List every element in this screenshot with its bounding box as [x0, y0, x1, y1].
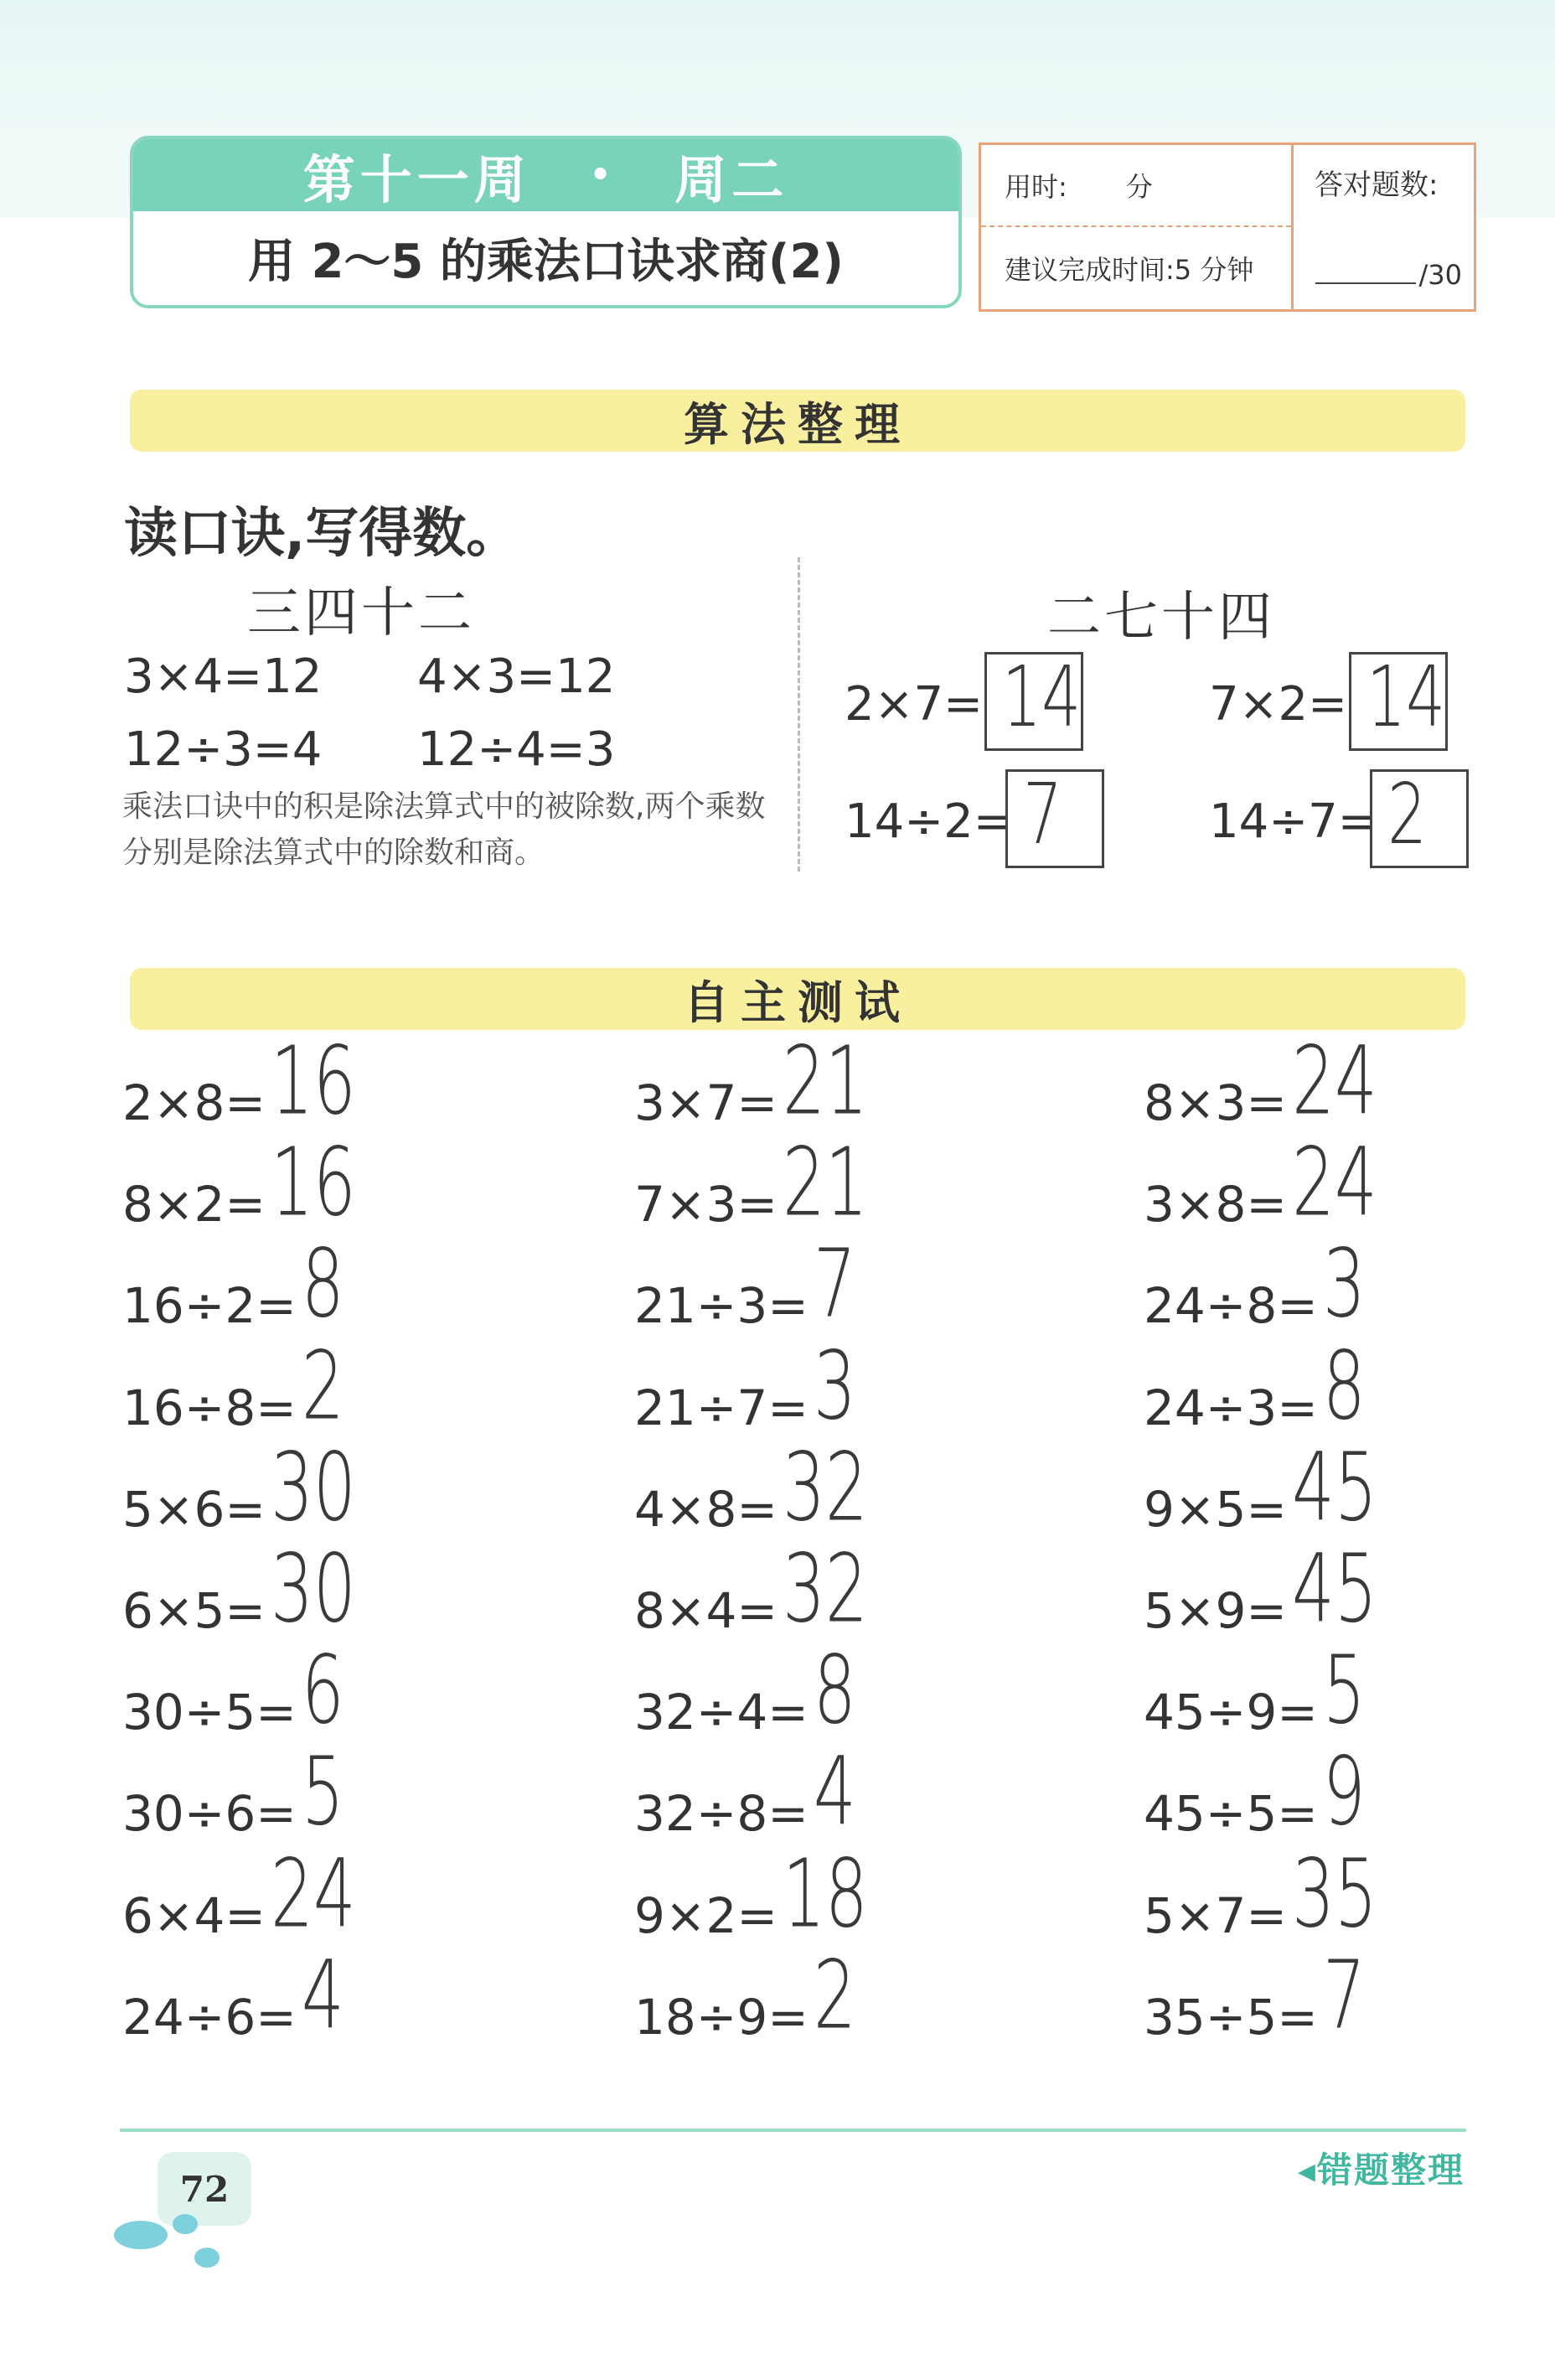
time-unit: 分 — [1125, 171, 1153, 203]
exercise-question: 8×2= — [122, 1176, 266, 1234]
separator-dot: • — [589, 156, 617, 194]
handwritten-answer[interactable]: 8 — [1322, 1331, 1366, 1441]
dashed-divider — [798, 557, 800, 872]
exercise-item — [122, 1331, 344, 1441]
handwritten-answer[interactable]: 5 — [1322, 1635, 1366, 1746]
week-banner — [133, 139, 958, 211]
exercise-item — [122, 1026, 356, 1136]
mnemonic-right: 二七十四 — [1047, 587, 1275, 649]
answer-box[interactable] — [984, 648, 1083, 751]
handwritten-answer[interactable]: 3 — [1322, 1229, 1366, 1339]
exercise-question: 6×4= — [122, 1886, 266, 1944]
exercise-question: 3×8= — [1144, 1176, 1287, 1234]
exercise-item — [634, 1331, 856, 1441]
handwritten-answer[interactable]: 24 — [271, 1839, 356, 1948]
fill-equation: 14÷7= — [1209, 794, 1377, 849]
exercise-question: 32÷4= — [634, 1684, 808, 1741]
handwritten-answer[interactable]: 3 — [813, 1331, 856, 1441]
handwritten-answer[interactable]: 45 — [1292, 1432, 1377, 1542]
exercise-question: 16÷2= — [122, 1277, 297, 1335]
exercise-item — [1144, 1635, 1366, 1746]
instruction: 读口诀,写得数。 — [124, 503, 520, 565]
example-equation: 12÷4=3 — [417, 722, 616, 777]
exercise-item — [1144, 1839, 1377, 1948]
handwritten-answer[interactable]: 16 — [271, 1127, 356, 1238]
exercise-question: 8×4= — [634, 1582, 778, 1639]
handwritten-answer[interactable]: 4 — [301, 1940, 344, 2050]
exercise-question: 21÷7= — [634, 1379, 808, 1436]
exercise-question: 45÷9= — [1144, 1684, 1318, 1741]
answer-box[interactable] — [1370, 765, 1469, 868]
handwritten-answer[interactable]: 18 — [783, 1839, 868, 1948]
exercise-item — [634, 1229, 856, 1339]
exercise-item — [122, 1839, 356, 1948]
exercise-question: 21÷3= — [634, 1277, 808, 1335]
fill-equation: 2×7= — [845, 677, 984, 732]
exercise-item — [634, 1635, 856, 1746]
handwritten-answer[interactable]: 35 — [1292, 1839, 1377, 1948]
handwritten-answer[interactable]: 32 — [783, 1534, 868, 1643]
footer-line — [120, 2129, 1466, 2132]
correct-count-label: 答对题数: — [1315, 168, 1439, 202]
handwritten-answer[interactable]: 21 — [783, 1026, 868, 1136]
exercise-item — [1144, 1127, 1377, 1238]
exercise-item — [1144, 1331, 1366, 1441]
exercise-item — [1144, 1940, 1366, 2050]
exercise-item — [634, 1940, 856, 2050]
handwritten-answer: 14 — [1366, 648, 1446, 747]
exercise-item — [122, 1940, 344, 2050]
exercise-item — [122, 1737, 344, 1847]
handwritten-answer[interactable]: 45 — [1292, 1534, 1377, 1643]
handwritten-answer: 7 — [1023, 765, 1063, 864]
handwritten-answer[interactable]: 21 — [783, 1127, 868, 1238]
mnemonic-left: 三四十二 — [247, 582, 475, 644]
rule-note: 乘法口诀中的积是除法算式中的被除数,两个乘数分别是除法算式中的除数和商。 — [122, 789, 766, 870]
exercise-item — [122, 1127, 356, 1238]
handwritten-answer[interactable]: 8 — [813, 1635, 856, 1746]
handwritten-answer[interactable]: 9 — [1322, 1737, 1366, 1847]
exercise-question: 4×8= — [634, 1480, 778, 1538]
exercise-question: 7×3= — [634, 1176, 778, 1234]
handwritten-answer[interactable]: 32 — [783, 1432, 868, 1542]
exercise-question: 16÷8= — [122, 1379, 297, 1436]
correct-total: /30 — [1418, 259, 1462, 291]
exercise-item — [634, 1534, 868, 1643]
handwritten-answer[interactable]: 2 — [813, 1940, 856, 2050]
exercise-item — [1144, 1737, 1366, 1847]
week-label: 第十一周 — [302, 148, 531, 210]
exercise-question: 24÷3= — [1144, 1379, 1318, 1436]
day-label: 周二 — [674, 148, 789, 210]
exercise-question: 45÷5= — [1144, 1785, 1318, 1843]
handwritten-answer[interactable]: 8 — [301, 1229, 344, 1339]
exercise-question: 6×5= — [122, 1582, 266, 1639]
example-equation: 12÷3=4 — [124, 722, 323, 777]
lesson-header — [130, 136, 962, 308]
exercise-question: 8×3= — [1144, 1074, 1287, 1131]
section-title-algorithm: 算法整理 — [130, 390, 1465, 452]
exercise-item — [122, 1229, 344, 1339]
handwritten-answer[interactable]: 30 — [271, 1534, 356, 1643]
handwritten-answer: 14 — [1002, 648, 1082, 747]
handwritten-answer[interactable]: 6 — [301, 1635, 344, 1746]
exercise-question: 5×6= — [122, 1480, 266, 1538]
answer-box[interactable] — [1349, 648, 1448, 751]
exercise-item — [1144, 1534, 1377, 1643]
handwritten-answer[interactable]: 2 — [301, 1331, 344, 1441]
fish-icon — [194, 2248, 220, 2268]
exercise-question: 30÷5= — [122, 1684, 297, 1741]
handwritten-answer[interactable]: 5 — [301, 1737, 344, 1847]
exercise-question: 32÷8= — [634, 1785, 808, 1843]
exercise-question: 18÷9= — [634, 1988, 808, 2046]
score-blank — [1315, 282, 1416, 284]
handwritten-answer[interactable]: 24 — [1292, 1026, 1377, 1136]
exercise-item — [634, 1026, 868, 1136]
exercise-item — [1144, 1026, 1377, 1136]
fish-icon — [173, 2214, 198, 2234]
exercise-question: 9×5= — [1144, 1480, 1287, 1538]
score-column — [1294, 145, 1474, 309]
time-column — [981, 145, 1294, 309]
fish-icon — [114, 2221, 168, 2249]
handwritten-answer[interactable]: 30 — [271, 1432, 356, 1542]
section-title-self-test: 自主测试 — [130, 968, 1465, 1030]
exercise-item — [122, 1534, 356, 1643]
exercise-question: 9×2= — [634, 1886, 778, 1944]
handwritten-answer: 2 — [1387, 765, 1428, 864]
lesson-title: 用 2～5 的乘法口诀求商(2) — [247, 235, 845, 289]
info-table — [979, 142, 1476, 312]
handwritten-answer[interactable]: 7 — [1322, 1940, 1366, 2050]
exercise-question: 30÷6= — [122, 1785, 297, 1843]
answer-box[interactable] — [1005, 765, 1104, 868]
exercise-item — [122, 1432, 356, 1542]
handwritten-answer[interactable]: 16 — [271, 1026, 356, 1136]
example-equation: 3×4=12 — [124, 649, 323, 704]
time-label: 用时: — [1005, 171, 1067, 203]
example-equation: 4×3=12 — [417, 649, 616, 704]
exercise-question: 35÷5= — [1144, 1988, 1318, 2046]
time-used-row — [981, 145, 1291, 227]
suggested-time-row: 建议完成时间:5 分钟 — [1005, 254, 1254, 286]
handwritten-answer[interactable]: 7 — [813, 1229, 856, 1339]
exercise-item — [634, 1839, 868, 1948]
exercise-item — [634, 1127, 868, 1238]
exercise-question: 5×7= — [1144, 1886, 1287, 1944]
fill-equation: 14÷2= — [845, 794, 1013, 849]
exercise-question: 3×7= — [634, 1074, 778, 1131]
exercise-item — [634, 1737, 856, 1847]
exercise-item — [122, 1635, 344, 1746]
wrong-review-link[interactable]: ◂错题整理 — [1297, 2150, 1465, 2191]
handwritten-answer[interactable]: 24 — [1292, 1127, 1377, 1238]
page-number: 72 — [158, 2152, 251, 2226]
correct-count-field — [1315, 259, 1463, 291]
exercise-item — [1144, 1229, 1366, 1339]
exercise-question: 24÷6= — [122, 1988, 297, 2046]
fill-equation: 7×2= — [1209, 677, 1348, 732]
exercise-question: 24÷8= — [1144, 1277, 1318, 1335]
exercise-item — [634, 1432, 868, 1542]
exercise-question: 2×8= — [122, 1074, 266, 1131]
handwritten-answer[interactable]: 4 — [813, 1737, 856, 1847]
exercise-question: 5×9= — [1144, 1582, 1287, 1639]
exercise-item — [1144, 1432, 1377, 1542]
